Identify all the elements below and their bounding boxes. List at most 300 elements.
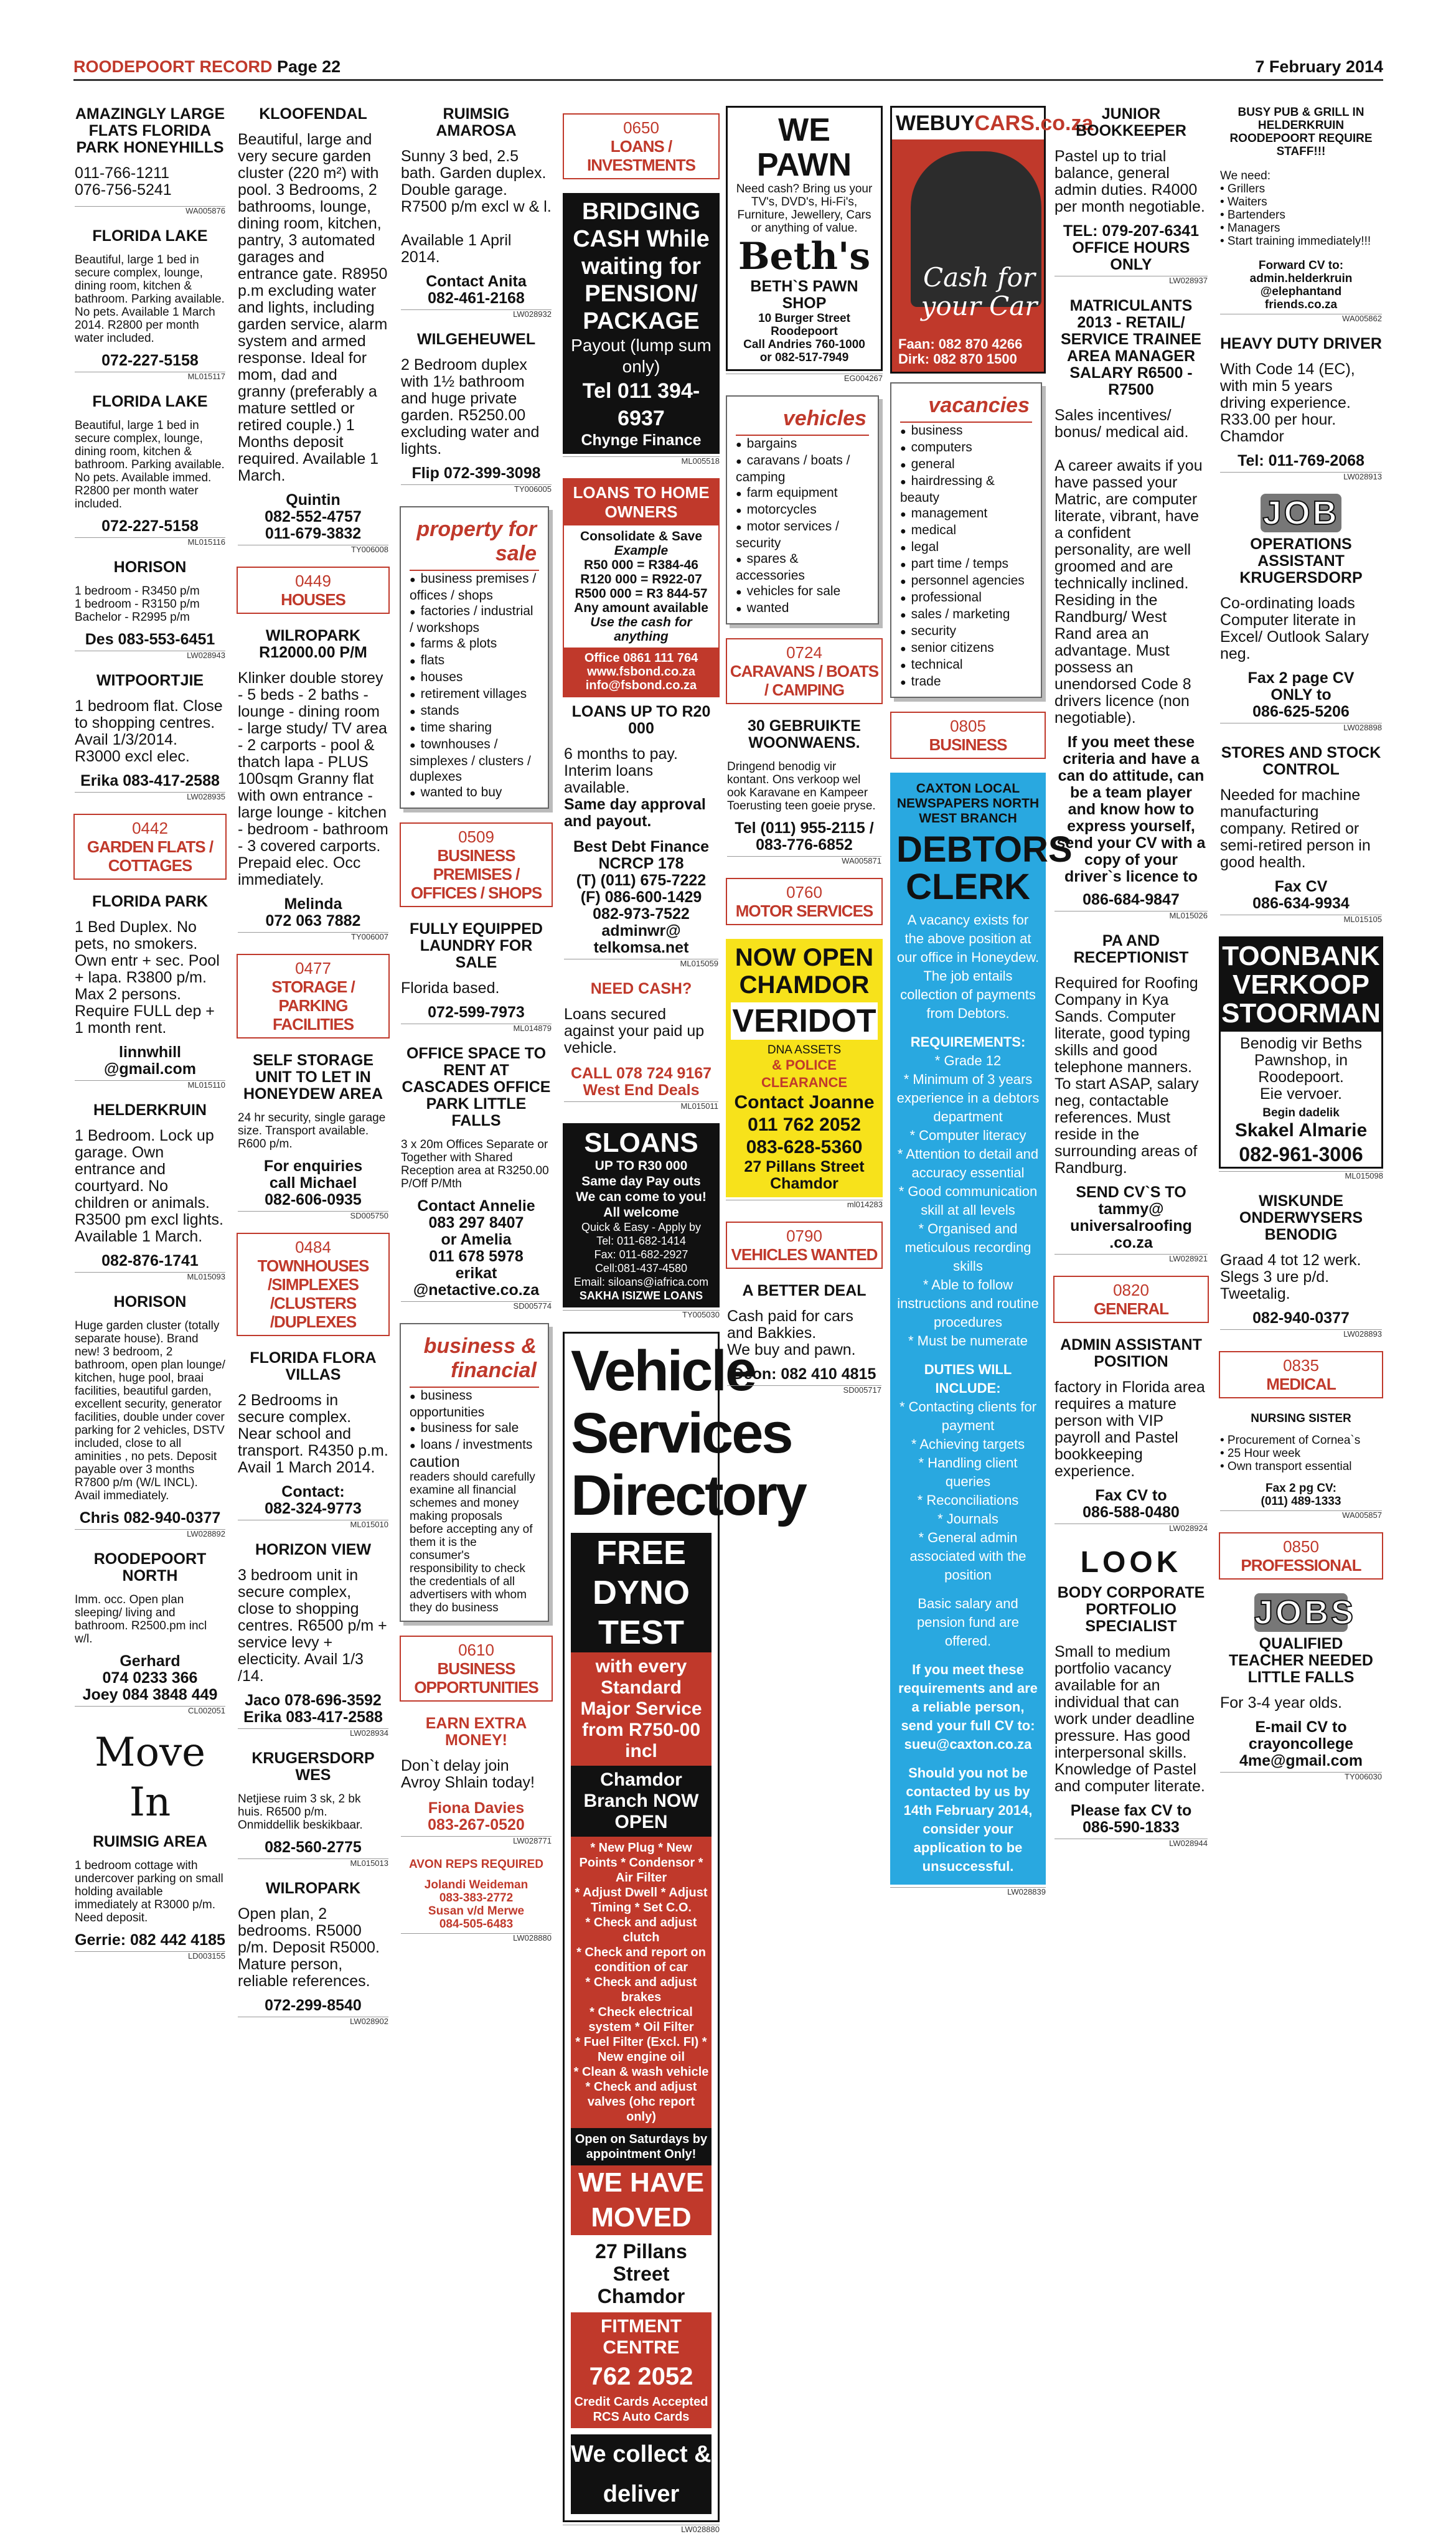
section-item: ● farms & plots bbox=[410, 636, 539, 652]
ad-reference: ML015105 bbox=[1220, 915, 1382, 924]
classified-ad bbox=[726, 718, 883, 865]
category-number: 0509 bbox=[458, 827, 494, 846]
job-title: DEBTORS CLERK bbox=[896, 829, 1073, 907]
ad-title: AMAZINGLY LARGE FLATS FLORIDA PARK HONEYHILLS bbox=[75, 105, 225, 156]
ad-body: 3 x 20m Offices Separate or Together with Shared Reception area at R3250.00 P/Off P/Mth bbox=[401, 1138, 549, 1190]
brand-logo: Beth's bbox=[738, 235, 871, 278]
ad-reference: TY006030 bbox=[1220, 1772, 1382, 1781]
ad-contact: CALL 078 724 9167 West End Deals bbox=[570, 1065, 712, 1099]
section-item: ● vehicles for sale bbox=[736, 583, 869, 600]
classified-ad bbox=[73, 228, 227, 381]
ad-contact: SEND CV`S TO tammy@ universalroofing .co.za bbox=[1070, 1184, 1192, 1251]
ad-title: QUALIFIED TEACHER NEEDED LITTLE FALLS bbox=[1229, 1635, 1373, 1686]
service-with: with every bbox=[595, 1656, 687, 1677]
ad-reference: ML005518 bbox=[563, 456, 720, 466]
ad-reference: LW028935 bbox=[75, 792, 225, 801]
ad-reference: LW028880 bbox=[401, 1933, 552, 1943]
classified-ad bbox=[400, 921, 553, 1033]
move-in-logo: Move In bbox=[94, 1730, 206, 1825]
ad-contact: 072-299-8540 bbox=[265, 1997, 362, 2014]
ad-contact: Fax 2 page CV ONLY to 086-625-5206 bbox=[1247, 669, 1355, 720]
category-header bbox=[400, 822, 553, 907]
category-label: PROFESSIONAL bbox=[1241, 1556, 1361, 1575]
ad-body: 2 Bedroom duplex with 1½ bathroom and huge private garden. R5250.00 excluding water and lights. bbox=[401, 356, 540, 458]
category-number: 0610 bbox=[458, 1641, 494, 1659]
section-item: ● personnel agencies bbox=[900, 573, 1032, 590]
ad-contact: Contact Annelie 083 297 8407 or Amelia 011 678 5978 erikat @netactive.co.za bbox=[413, 1197, 540, 1299]
section-item: ● senior citizens bbox=[900, 640, 1032, 657]
ad-reference: SD005750 bbox=[238, 1211, 388, 1220]
classified-ad bbox=[73, 1728, 227, 1961]
ad-contact: 082-876-1741 bbox=[101, 1252, 199, 1269]
directory-title: Vehicle Services bbox=[571, 1339, 792, 1465]
brand-logo bbox=[892, 108, 1094, 139]
ad-contact: Flip 072-399-3098 bbox=[411, 464, 541, 482]
section-item: ● business opportunities bbox=[410, 1388, 539, 1420]
ad-contact: Contact: 082-324-9773 bbox=[265, 1483, 362, 1517]
classified-ad bbox=[1219, 745, 1383, 924]
ad-body: Florida based. bbox=[401, 979, 500, 997]
ad-title: FLORIDA LAKE bbox=[92, 393, 208, 410]
ad-reference: LW028937 bbox=[1054, 276, 1208, 285]
ad-contact: 072-599-7973 bbox=[428, 1004, 525, 1021]
ad-body: Beautiful, large 1 bed in secure complex, lounge, dining room, kitchen & bathroom. Parking available. No pets. Available 1 March 2014. R2800 per month water included. bbox=[75, 253, 225, 345]
ad-title: OPERATIONS ASSISTANT KRUGERSDORP bbox=[1239, 535, 1363, 586]
shop-call: Call Andries 760-1000 or 082-517-7949 bbox=[743, 338, 865, 364]
ad-reference: ML015026 bbox=[1054, 911, 1208, 920]
ad-body: Cash paid for cars and Bakkies. We buy and pawn. bbox=[727, 1307, 856, 1359]
police-clearance: & POLICE CLEARANCE bbox=[761, 1057, 848, 1090]
classified-ad bbox=[237, 106, 390, 554]
ad-contact: 072-227-5158 bbox=[101, 517, 199, 535]
veridot-contact: Contact Joanne bbox=[734, 1092, 875, 1113]
debtors-clerk-ad bbox=[890, 773, 1073, 1885]
ad-title: KRUGERSDORP WES bbox=[251, 1750, 375, 1784]
ad-body: 3 bedroom unit in secure complex, close to shopping centres. R6500 p/m + service levy + electicity. Avail 1/3 /14. bbox=[238, 1566, 387, 1685]
ad-line: Quick & Easy - Apply by bbox=[581, 1221, 702, 1233]
ad-title: BODY CORPORATE PORTFOLIO SPECIALIST bbox=[1057, 1584, 1205, 1635]
ad-company: SAKHA ISIZWE LOANS bbox=[579, 1289, 703, 1302]
ad-line: We can come to you! bbox=[576, 1190, 707, 1204]
ad-reference: ML015110 bbox=[75, 1080, 225, 1090]
ad-title: STORES AND STOCK CONTROL bbox=[1221, 744, 1381, 778]
collect-deliver: We collect & deliver bbox=[571, 2434, 712, 2514]
ad-body: Graad 4 tot 12 werk. Slegs 3 ure p/d. Tweetalig. bbox=[1220, 1251, 1361, 1302]
ad-contact: Forward CV to: admin.helderkruin @elephantand friends.co.za bbox=[1249, 259, 1353, 311]
ad-body: Loans secured against your paid up vehicle. bbox=[564, 1006, 705, 1057]
section-heading: property for sale bbox=[410, 514, 539, 571]
category-label: STORAGE / PARKING FACILITIES bbox=[271, 977, 355, 1034]
classified-ad bbox=[73, 893, 227, 1090]
ad-contact: Tel: 011-769-2068 bbox=[1238, 452, 1364, 469]
classified-ad bbox=[237, 1350, 390, 1529]
ad-web: www.fsbond.co.za bbox=[587, 665, 695, 679]
section-item: ● retirement villages bbox=[410, 686, 539, 703]
unsuccessful-note: Should you not be contacted by us by 14th February 2014, consider your application to be unsuccessful. bbox=[903, 1765, 1033, 1874]
section-heading: vehicles bbox=[736, 403, 869, 436]
column-5 bbox=[726, 106, 883, 2005]
requirements-title: REQUIREMENTS: bbox=[910, 1034, 1026, 1050]
new-address: 27 Pillans Street Chamdor bbox=[595, 2240, 687, 2307]
ad-list: • Procurement of Cornea`s • 25 Hour week • Own transport essential bbox=[1220, 1434, 1361, 1473]
ad-body-bold: Same day approval and payout. bbox=[564, 796, 706, 830]
ad-contact: 082-560-2775 bbox=[265, 1839, 362, 1856]
phone-dirk: Dirk: 082 870 1500 bbox=[898, 351, 1017, 367]
section-item: ● wanted to buy bbox=[410, 784, 539, 801]
ad-reference: LW028902 bbox=[238, 2017, 388, 2026]
ad-reference: ML015117 bbox=[75, 372, 225, 381]
category-number: 0850 bbox=[1283, 1537, 1319, 1556]
duties-list: * Contacting clients for payment * Achieving targets * Handling client queries * Reconciliations * Journals * General admin associated with the position bbox=[899, 1399, 1037, 1583]
fitment-phone: 762 2052 bbox=[571, 2362, 712, 2391]
ad-body: 24 hr security, single garage size. Transport available. R600 p/m. bbox=[238, 1111, 386, 1151]
ad-title: MATRICULANTS 2013 - RETAIL/ SERVICE TRAINEE AREA MANAGER SALARY R6500 - R7500 bbox=[1061, 297, 1201, 398]
section-item: ● security bbox=[900, 623, 1032, 640]
column-3 bbox=[400, 106, 553, 2005]
category-number: 0760 bbox=[786, 883, 822, 902]
ad-office: Office 0861 111 764 bbox=[584, 651, 698, 665]
category-header bbox=[73, 814, 227, 880]
ad-contact: E-mail CV to crayoncollege 4me@gmail.com bbox=[1239, 1718, 1363, 1769]
ad-reference: SD005717 bbox=[727, 1385, 881, 1395]
ad-contact: Fax CV to 086-588-0480 bbox=[1083, 1487, 1180, 1521]
company-heading: CAXTON LOCAL NEWSPAPERS NORTH WEST BRANCH bbox=[896, 781, 1040, 826]
section-heading: business & financial bbox=[410, 1331, 539, 1388]
ad-title: ROODEPOORT NORTH bbox=[93, 1550, 207, 1585]
ad-title: WILGEHEUWEL bbox=[416, 331, 536, 348]
ad-sub: Consolidate & Save bbox=[580, 529, 703, 544]
ad-contact: Fax 2 pg CV: (011) 489-1333 bbox=[1261, 1482, 1341, 1508]
category-label: BUSINESS PREMISES / OFFICES / SHOPS bbox=[410, 846, 542, 902]
section-item: ● professional bbox=[900, 590, 1032, 606]
ad-body: Needed for machine manufacturing company. Retired or semi-retired person in good health. bbox=[1220, 786, 1371, 871]
ad-title: HORIZON VIEW bbox=[255, 1541, 372, 1558]
classified-ad bbox=[1219, 1412, 1383, 1520]
ad-line: UP TO R30 000 bbox=[594, 1159, 688, 1173]
ad-body: Pastel up to trial balance, general admin duties. R4000 per month negotiable. bbox=[1054, 148, 1205, 215]
category-header bbox=[726, 878, 883, 925]
category-number: 0835 bbox=[1283, 1356, 1319, 1375]
ad-sub: Payout (lump sum only) bbox=[571, 336, 712, 376]
ad-reference: TY006008 bbox=[238, 545, 388, 554]
classified-ad bbox=[400, 1858, 553, 1943]
veridot-address: 27 Pillans Street Chamdor bbox=[744, 1158, 865, 1192]
category-header bbox=[1053, 1276, 1209, 1323]
section-item: ● farm equipment bbox=[736, 485, 869, 502]
section-item: ● motor services / security bbox=[736, 519, 869, 551]
ad-reference: LW028921 bbox=[1054, 1254, 1208, 1263]
category-header bbox=[1219, 1532, 1383, 1580]
ad-title: FLORIDA FLORA VILLAS bbox=[250, 1349, 377, 1383]
ad-body: 1 bedroom flat. Close to shopping centres. Avail 1/3/2014. R3000 excl elec. bbox=[75, 697, 223, 765]
category-number: 0442 bbox=[132, 819, 168, 837]
classified-ad bbox=[73, 1551, 227, 1715]
ad-title: AVON REPS REQUIRED bbox=[408, 1858, 544, 1871]
ad-title: HORISON bbox=[113, 1293, 187, 1311]
ad-body: Don`t delay join Avroy Shlain today! bbox=[401, 1757, 535, 1791]
ad-headline: LOANS TO HOME OWNERS bbox=[564, 479, 718, 525]
section-item: ● part time / temps bbox=[900, 556, 1032, 573]
ad-title: SELF STORAGE UNIT TO LET IN HONEYDEW AREA bbox=[243, 1052, 383, 1103]
ad-title: WILROPARK bbox=[265, 1880, 361, 1897]
ad-contact: Deon: 082 410 4815 bbox=[732, 1365, 876, 1383]
classified-ad bbox=[237, 1052, 390, 1220]
brand-logo: VERIDOT bbox=[731, 1002, 878, 1040]
ad-reference: ML015059 bbox=[564, 959, 718, 968]
column-7 bbox=[1053, 106, 1209, 2005]
service-offer bbox=[571, 1652, 712, 1766]
saturday-note: Open on Saturdays by appointment Only! bbox=[571, 2128, 712, 2165]
section-item: ● spares & accessories bbox=[736, 551, 869, 583]
service-standard: Standard Major Service from R750-00 incl bbox=[580, 1677, 702, 1761]
ad-any: Any amount available bbox=[574, 601, 708, 615]
ad-reference: WA005871 bbox=[727, 856, 881, 865]
ad-reference: LD003155 bbox=[75, 1951, 225, 1961]
category-label: TOWNHOUSES /SIMPLEXES /CLUSTERS /DUPLEXES bbox=[257, 1256, 369, 1331]
ad-phone: Tel 011 394-6937 bbox=[582, 379, 700, 430]
category-label: VEHICLES WANTED bbox=[731, 1245, 878, 1264]
category-header bbox=[726, 1222, 883, 1269]
ad-contact: Jaco 078-696-3592 Erika 083-417-2588 bbox=[243, 1692, 383, 1726]
category-header bbox=[237, 1233, 390, 1336]
ad-reference: LW028913 bbox=[1220, 472, 1382, 481]
section-item: ● caravans / boats / camping bbox=[736, 453, 869, 485]
section-item: ● business premises / offices / shops bbox=[410, 571, 539, 603]
ad-line: Tel: 011-682-1414 Fax: 011-682-2927 Cell:081-437-4580 Email: siloans@iafrica.com bbox=[573, 1235, 709, 1288]
ad-reference: LW028893 bbox=[1220, 1329, 1382, 1339]
column-2 bbox=[237, 105, 390, 2026]
job-intro: A vacancy exists for the above position at our office in Honeydew. The job entails collection of payments from Debtors. bbox=[896, 912, 1040, 1021]
ad-reference: LW028932 bbox=[401, 309, 552, 319]
section-item: ● business bbox=[900, 423, 1032, 440]
ad-title: NEED CASH? bbox=[590, 980, 692, 997]
section-item: ● trade bbox=[900, 674, 1032, 690]
classified-ad bbox=[1219, 1193, 1383, 1339]
section-item: ● flats bbox=[410, 652, 539, 669]
fitment-centre: FITMENT CENTRE bbox=[571, 2312, 712, 2362]
category-label: BUSINESS OPPORTUNITIES bbox=[414, 1659, 538, 1697]
webuy-phones bbox=[898, 337, 1022, 367]
classified-ad bbox=[726, 1283, 883, 1395]
ad-title: HELDERKRUIN bbox=[93, 1101, 207, 1119]
ad-body: 1 Bed Duplex. No pets, no smokers. Own entr + sec. Pool + lapa. R3800 p/m. Max 2 persons. Require FULL dep + 1 month rent. bbox=[75, 918, 220, 1037]
vehicles-box-list bbox=[736, 436, 869, 617]
classified-ad bbox=[237, 628, 390, 941]
section-item: ● management bbox=[900, 506, 1032, 522]
paper-name: ROODEPOORT RECORD Page 22 bbox=[73, 57, 341, 76]
ad-reference: LW028943 bbox=[75, 651, 225, 660]
ad-title: LOANS UP TO R20 000 bbox=[571, 703, 711, 737]
category-number: 0477 bbox=[295, 959, 331, 977]
section-heading: vacancies bbox=[900, 390, 1032, 423]
category-label: GARDEN FLATS / COTTAGES bbox=[87, 837, 214, 875]
ad-reference: ML015010 bbox=[238, 1520, 388, 1529]
classified-ad bbox=[237, 1542, 390, 1738]
ad-sub: Need cash? Bring us your TV's, DVD's, Hi-Fi's, Furniture, Jewellery, Cars or anything of value. bbox=[736, 182, 873, 235]
section-item: ● motorcycles bbox=[736, 502, 869, 519]
ad-footer bbox=[564, 648, 718, 696]
ad-reference: LW028880 bbox=[563, 2525, 720, 2534]
ad-contact: Quintin 082-552-4757 011-679-3832 bbox=[265, 491, 362, 542]
ad-contact: 072-227-5158 bbox=[101, 352, 199, 369]
ad-body: Small to medium portfolio vacancy available for an individual that can work under deadline pressure. Has good interpersonal skills. Knowledge of Pastel and computer literate. bbox=[1054, 1643, 1205, 1795]
brand-sub: DNA ASSETS bbox=[767, 1043, 842, 1057]
ad-title: FLORIDA LAKE bbox=[92, 227, 208, 245]
category-label: CARAVANS / BOATS / CAMPING bbox=[730, 662, 879, 699]
ad-intro: We need: bbox=[1220, 169, 1270, 182]
directory-title: Directory bbox=[571, 1464, 805, 1527]
section-item: ● townhouses / simplexes / clusters / duplexes bbox=[410, 737, 539, 784]
ad-use: Use the cash for anything bbox=[590, 615, 692, 644]
ad-title: WISKUNDE ONDERWYSERS BENODIG bbox=[1239, 1192, 1363, 1243]
ad-mail: info@fsbond.co.za bbox=[585, 679, 697, 692]
ad-reference: ml014283 bbox=[726, 1200, 883, 1209]
ad-contact: Gerhard 074 0233 366 Joey 084 3848 449 bbox=[82, 1652, 218, 1703]
property-for-sale-box bbox=[400, 506, 549, 809]
ad-example-row: R50 000 = R384-46 bbox=[584, 558, 698, 572]
branch-open: Chamdor Branch NOW OPEN bbox=[571, 1766, 712, 1837]
ad-list: • Grillers • Waiters • Bartenders • Managers • Start training immediately!!! bbox=[1220, 182, 1371, 248]
ad-title: FULLY EQUIPPED LAUNDRY FOR SALE bbox=[410, 920, 543, 971]
classified-ad bbox=[400, 106, 553, 319]
ad-title: KLOOFENDAL bbox=[259, 105, 367, 123]
business-financial-box-list bbox=[410, 1388, 539, 1454]
pawn-shop-ad bbox=[726, 106, 883, 371]
ad-body-bold: If you meet these criteria and have a can do attitude, can be a team player and know how to express yourself, send your CV with a copy of your driver`s licence to bbox=[1056, 733, 1206, 885]
section-item: ● wanted bbox=[736, 600, 869, 617]
ad-sub: Benodig vir Beths Pawnshop, in Roodepoort. Eie vervoer. bbox=[1240, 1035, 1362, 1103]
classified-ad bbox=[1053, 1545, 1209, 1848]
ad-reference: LW028934 bbox=[238, 1728, 388, 1738]
category-header bbox=[400, 1636, 553, 1702]
ad-body: Beautiful, large 1 bed in secure complex, lounge, dining room, kitchen & bathroom. Parking available. No pets. Available immed. R2800 per month water included. bbox=[75, 419, 225, 511]
ad-details bbox=[564, 525, 718, 648]
ad-body: Co-ordinating loads Computer literate in Excel/ Outlook Salary neg. bbox=[1220, 595, 1369, 662]
section-item: ● computers bbox=[900, 440, 1032, 456]
ad-example-row: R500 000 = R3 844-57 bbox=[575, 586, 708, 601]
shop-name: BETH`S PAWN SHOP bbox=[750, 278, 858, 312]
we-have-moved: WE HAVE MOVED bbox=[571, 2165, 712, 2235]
section-item: ● general bbox=[900, 456, 1032, 473]
ad-headline: NOW OPEN CHAMDOR bbox=[735, 944, 874, 999]
category-number: 0790 bbox=[786, 1227, 822, 1245]
classified-ad bbox=[400, 1045, 553, 1311]
ad-title: ADMIN ASSISTANT POSITION bbox=[1060, 1336, 1202, 1370]
ad-reference: LW028898 bbox=[1220, 723, 1382, 732]
ad-contact: Gerrie: 082 442 4185 bbox=[75, 1931, 225, 1949]
caution-title: caution bbox=[410, 1453, 460, 1471]
ad-body: factory in Florida area requires a mature person with VIP payroll and Pastel bookkeeping experience. bbox=[1054, 1378, 1205, 1480]
classified-ad bbox=[563, 981, 720, 1111]
classified-ad bbox=[400, 331, 553, 494]
ad-contact: Contact Anita 082-461-2168 bbox=[426, 273, 527, 307]
category-number: 0484 bbox=[295, 1238, 331, 1256]
shop-address: 10 Burger Street Roodepoort bbox=[758, 312, 850, 338]
ad-contact: 086-684-9847 bbox=[1083, 891, 1180, 908]
ad-reference: LW028892 bbox=[75, 1529, 225, 1538]
column-1 bbox=[73, 106, 227, 2005]
ad-body: 011-766-1211 076-756-5241 bbox=[75, 164, 172, 199]
ad-title: OFFICE SPACE TO RENT AT CASCADES OFFICE PARK LITTLE FALLS bbox=[402, 1045, 551, 1129]
category-number: 0449 bbox=[295, 572, 331, 590]
ad-reference: ML015098 bbox=[1219, 1171, 1383, 1180]
ad-title: WITPOORTJIE bbox=[96, 672, 204, 689]
ad-contact: TEL: 079-207-6341 OFFICE HOURS ONLY bbox=[1063, 222, 1200, 273]
category-number: 0650 bbox=[623, 118, 659, 137]
ad-line: All welcome bbox=[603, 1205, 679, 1220]
sloans-ad bbox=[563, 1123, 720, 1307]
ad-contact: linnwhill @gmail.com bbox=[103, 1043, 197, 1078]
classified-ad bbox=[73, 393, 227, 547]
ad-headline: WE PAWN bbox=[756, 112, 852, 183]
ad-body: 6 months to pay. Interim loans available. bbox=[564, 745, 678, 796]
ad-body: 2 Bedrooms in secure complex. Near school and transport. R4350 p.m. Avail 1 March 2014. bbox=[238, 1392, 388, 1476]
ad-body: Imm. occ. Open plan sleeping/ living and bathroom. R2500.pm incl w/l. bbox=[75, 1593, 207, 1646]
ad-headline: TOONBANK VERKOOP STOORMAN bbox=[1221, 938, 1381, 1032]
ad-example: Example bbox=[614, 544, 669, 558]
category-header bbox=[237, 954, 390, 1039]
category-label: HOUSES bbox=[281, 590, 345, 609]
ad-title: A BETTER DEAL bbox=[742, 1282, 867, 1299]
category-header bbox=[563, 113, 720, 179]
classified-ad bbox=[563, 704, 720, 968]
ad-reference: ML015116 bbox=[75, 537, 225, 547]
ad-contact: Jolandi Weideman 083-383-2772 Susan v/d Merwe 084-505-6483 bbox=[424, 1878, 528, 1931]
classified-ad bbox=[73, 559, 227, 660]
classified-ad bbox=[1053, 298, 1209, 920]
ad-reference: CL002051 bbox=[75, 1706, 225, 1715]
ad-body: Netjiese ruim 3 sk, 2 bk huis. R6500 p/m. Onmiddellik beskikbaar. bbox=[238, 1792, 363, 1832]
section-item: ● time sharing bbox=[410, 720, 539, 737]
ad-contact: Please fax CV to 086-590-1833 bbox=[1070, 1802, 1192, 1836]
ad-body: Dringend benodig vir kontant. Ons verkoop wel ook Karavane en Kampeer Toerusting teen goeie pryse. bbox=[727, 760, 876, 812]
ad-headline: SLOANS bbox=[584, 1128, 698, 1158]
veridot-contact: 011 762 2052 bbox=[748, 1114, 861, 1135]
classified-ad bbox=[237, 1880, 390, 2026]
section-item: ● factories / industrial / workshops bbox=[410, 603, 539, 636]
page-date: 7 February 2014 bbox=[1255, 57, 1383, 76]
category-header bbox=[1219, 1351, 1383, 1398]
caution-text: readers should carefully examine all financial schemes and money making proposals before accepting any of them it is the consumer's responsibility to check the credentials of all advertisers with whom they do business bbox=[410, 1471, 535, 1614]
category-label: BUSINESS bbox=[929, 735, 1007, 754]
service-list: * New Plug * New Points * Condensor * Air Filter * Adjust Dwell * Adjust Timing * Set C.O. * Check and adjust clutch * Check and report on condition of car * Check and adjust brakes * Check electrical system * Oil Filter * Fuel Filter (Excl. FI) * New engine oil * Clean & wash vehicle * Check and adjust valves (ohc report only) bbox=[571, 1837, 712, 2128]
ad-contact: Chris 082-940-0377 bbox=[79, 1509, 221, 1527]
ad-body: 1 bedroom - R3450 p/m 1 bedroom - R3150 p/m Bachelor - R2995 p/m bbox=[75, 585, 200, 624]
webuycars-ad bbox=[890, 106, 1094, 374]
logo-part-2: CARS.co.za bbox=[974, 111, 1094, 135]
ad-body: Klinker double storey - 5 beds - 2 baths - lounge - dining room - large study/ TV area - 2 carports - pool & thatch lapa - PLUS 100sqm Granny flat with own entrance - large lounge - kitchen - bedroom - bathroom - 3 covered carports. Prepaid elec. Occ immediately. bbox=[238, 669, 388, 888]
ad-contact-phone: 082-961-3006 bbox=[1239, 1143, 1363, 1166]
section-item: ● business for sale bbox=[410, 1420, 539, 1437]
section-item: ● stands bbox=[410, 703, 539, 720]
credit-cards: Credit Cards Accepted RCS Auto Cards bbox=[571, 2391, 712, 2428]
ad-contact: Erika 083-417-2588 bbox=[80, 772, 220, 789]
logo-part-1: WEBUY bbox=[896, 111, 975, 135]
ad-reference: LW028924 bbox=[1054, 1524, 1208, 1533]
ad-body: 1 bedroom cottage with undercover parking on small holding available immediately at R3000 p/m. Need deposit. bbox=[75, 1859, 223, 1924]
ad-company: Chynge Finance bbox=[581, 431, 702, 449]
category-header bbox=[726, 638, 883, 704]
ad-title: JUNIOR BOOKKEEPER bbox=[1076, 105, 1186, 139]
ad-line: Same day Pay outs bbox=[581, 1174, 701, 1189]
ad-headline: BRIDGING CASH While waiting for PENSION/ PACKAGE bbox=[573, 199, 710, 334]
vacancies-box bbox=[890, 382, 1042, 698]
classified-ad bbox=[73, 106, 227, 215]
ad-body: Sunny 3 bed, 2.5 bath. Garden duplex. Double garage. R7500 p/m excl w & l. Available 1 April 2014. bbox=[401, 148, 552, 266]
ad-contact: Des 083-553-6451 bbox=[85, 631, 215, 648]
ad-example-row: R120 000 = R922-07 bbox=[580, 572, 702, 586]
ad-contact: Fax CV 086-634-9934 bbox=[1252, 878, 1350, 912]
